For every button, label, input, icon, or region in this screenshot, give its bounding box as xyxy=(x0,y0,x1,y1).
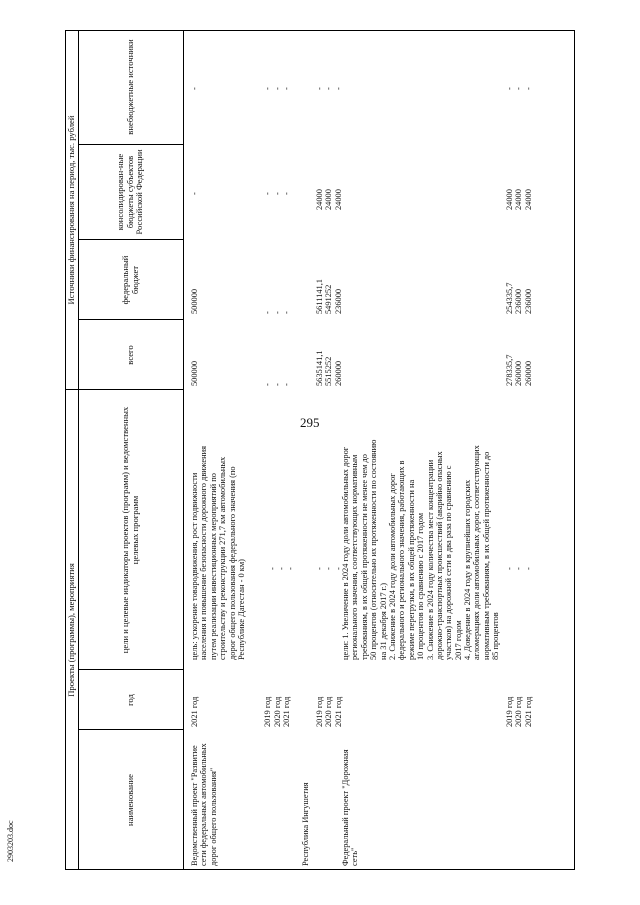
row2-federal-v: 5611141,1 xyxy=(315,279,324,314)
row1-name: Ведомственный проект "Развитие сети федеральных автомобильных дорог общего пользования" xyxy=(190,743,218,866)
row2-total xyxy=(315,350,343,386)
row3-goal-dash-v: - xyxy=(514,567,524,570)
row3-goal-line: агломерациях доли автомобильных дорог, соответствующих xyxy=(472,445,482,660)
row2-federal-v: 5491252 xyxy=(324,284,334,314)
row2-regional-v: 24000 xyxy=(333,189,343,210)
row2-year: 2021 год xyxy=(333,696,343,727)
row1-federal-v: 500000 xyxy=(190,288,199,314)
row1-year-2: 2020 год xyxy=(272,696,282,727)
row1-extra xyxy=(190,87,292,90)
row1-goal-line: строительству и реконструкции 271,7 км автомобильных xyxy=(218,456,228,660)
row3-goal-line: 3. Снижение в 2024 году количества мест концентрации xyxy=(425,459,435,660)
row2-year: 2020 год xyxy=(324,696,334,727)
row3-goal-line: федерального и регионального значения, работающих в xyxy=(397,460,407,660)
row2-regional xyxy=(315,189,343,210)
row2-regional-v: 24000 xyxy=(315,189,324,210)
row1-goal-line: путем реализации инвестиционных мероприятий по xyxy=(208,473,218,660)
row2-federal-v: 236000 xyxy=(333,288,343,314)
row2-goal xyxy=(315,567,343,570)
row1-extra-v: - xyxy=(263,87,273,90)
row2-total-v: 5515252 xyxy=(324,356,334,386)
row3-year: 2020 год xyxy=(514,696,524,727)
row2-goal-v: - xyxy=(324,567,334,570)
row1-federal-v: - xyxy=(263,311,273,314)
row1-year-0: 2021 год xyxy=(190,696,199,727)
row1-goal-line: населения и повышение безопасности дорожного движения xyxy=(199,446,209,660)
row1-goal-line: цель: ускорение товародвижения, рост подвижности xyxy=(190,472,199,660)
row1-total-v: - xyxy=(263,383,273,386)
header-extra: внебюджетные источники xyxy=(124,39,135,135)
row3-year: 2019 год xyxy=(505,696,514,727)
row3-goal-dash-v: - xyxy=(505,567,514,570)
row3-regional-v: 24000 xyxy=(523,189,533,210)
page-number: 295 xyxy=(300,415,320,430)
header-bottom-divider xyxy=(183,30,184,870)
row1-extra-v: - xyxy=(282,87,292,90)
header-federal: федеральный бюджет xyxy=(119,255,140,305)
row3-goal-line: 50 процентов (относительно их протяженности по состоянию xyxy=(369,439,379,660)
row3-extra xyxy=(505,87,533,90)
row3-name: Федеральный проект "Дорожная сеть" xyxy=(341,749,360,866)
row3-goal-line: дорожно-транспортных происшествий (аварийно опасных xyxy=(434,451,444,660)
row1-extra-v: - xyxy=(272,87,282,90)
row2-extra-v: - xyxy=(333,87,343,90)
row2-total-v: 260000 xyxy=(333,360,343,386)
row3-goal-line: 4. Доведение в 2024 году в крупнейших городских xyxy=(463,479,473,660)
row2-goal-v: - xyxy=(333,567,343,570)
row1-extra-v: - xyxy=(190,87,199,90)
col-divider-regional xyxy=(78,239,183,240)
row3-total-v: 260000 xyxy=(514,360,524,386)
row3-goal-line: цели: 1. Увеличение в 2024 году доли автомобильных дорог xyxy=(341,446,350,660)
header-year: год xyxy=(124,694,135,706)
row2-extra-v: - xyxy=(315,87,324,90)
row2-total-v: 5635141,1 xyxy=(315,350,324,386)
row3-goal-dash xyxy=(505,567,533,570)
row3-regional-v: 24000 xyxy=(505,189,514,210)
header-regional: консолидирован-ные бюджеты субъектов Российской Федерации xyxy=(115,149,145,235)
header-group-financing: Источники финансирования на период, тыс. рублей xyxy=(66,115,77,305)
row2-regional-v: 24000 xyxy=(324,189,334,210)
row3-goal-line: 10 процентов по сравнению с 2017 годом xyxy=(416,512,426,660)
row3-goal-line: 85 процентов xyxy=(491,612,501,660)
header-total: всего xyxy=(124,345,135,365)
row1-federal-v: - xyxy=(282,311,292,314)
row2-federal xyxy=(315,279,343,314)
row1-regional-v: - xyxy=(282,192,292,195)
row3-federal-v: 236000 xyxy=(514,288,524,314)
document-id: 2903203.doc xyxy=(6,820,15,862)
row3-goal-line: 2017 годом xyxy=(453,620,463,660)
row2-extra-v: - xyxy=(324,87,334,90)
row1-goal xyxy=(190,446,246,660)
row1-federal xyxy=(190,289,292,314)
row1-years xyxy=(190,697,292,727)
row3-year: 2021 год xyxy=(523,696,533,727)
row1-total-v: 500000 xyxy=(190,360,199,386)
row1-total-v: - xyxy=(272,383,282,386)
row3-extra-v: - xyxy=(523,87,533,90)
row2-extra xyxy=(315,87,343,90)
row3-total-v: 278335,7 xyxy=(505,354,514,386)
rotated-table xyxy=(65,30,575,870)
row2-year: 2019 год xyxy=(315,696,324,727)
row3-years xyxy=(505,697,533,727)
row1-year-1: 2019 год xyxy=(263,696,273,727)
row1-regional-v: - xyxy=(263,192,273,195)
row1-total-v: - xyxy=(282,383,292,386)
row1-federal-v: - xyxy=(272,311,282,314)
row2-goal-v: - xyxy=(315,567,324,570)
row3-extra-v: - xyxy=(505,87,514,90)
row3-goal-line: режиме перегрузки, в их общей протяженности на xyxy=(406,479,416,660)
row2-years xyxy=(315,697,343,727)
row1-total xyxy=(190,361,292,386)
row3-goal-line: на 31 декабря 2017 г.) xyxy=(378,582,388,660)
row1-year-3: 2021 год xyxy=(282,696,292,727)
row3-regional xyxy=(505,189,533,210)
row2-name: Республика Ингушетия xyxy=(301,782,310,866)
header-goals: цели и целевые индикаторы проектов (программ) и ведомственных целевых программ xyxy=(119,406,140,654)
row1-regional xyxy=(190,192,292,195)
row3-federal-v: 254335,7 xyxy=(505,282,514,314)
header-name: наименование xyxy=(124,774,135,826)
row1-goal-line: дорог общего пользования федерального значения (по xyxy=(227,466,237,660)
row3-goal-line: требованиям, в их общей протяженности не менее чем до xyxy=(359,454,369,660)
row3-federal-v: 236000 xyxy=(523,288,533,314)
row3-federal xyxy=(505,283,533,314)
row3-regional-v: 24000 xyxy=(514,189,524,210)
row3-total-v: 260000 xyxy=(523,360,533,386)
row3-goal-line: регионального значения, соответствующих нормативным xyxy=(350,454,360,660)
row3-extra-v: - xyxy=(514,87,524,90)
row1-regional-v: - xyxy=(272,192,282,195)
header-group-projects: Проекты (программы), мероприятия xyxy=(66,563,77,697)
row1-goal-dash: - xyxy=(268,567,277,570)
col-divider-extra xyxy=(78,144,183,145)
row3-goal-line: нормативным требованиям, в их общей протяженности до xyxy=(481,451,491,660)
row1-goal-line: Республике Дагестан - 0 км) xyxy=(236,559,246,660)
row1-regional-v: - xyxy=(190,192,199,195)
row3-total xyxy=(505,355,533,386)
row3-goal-dash-v: - xyxy=(523,567,533,570)
row3-goal-line: 2. Снижение в 2024 году доли автомобильных дорог xyxy=(387,473,397,660)
row1-goal-dash: - xyxy=(286,567,295,570)
row3-goal-line: участков) на дорожной сети в два раза по сравнению с xyxy=(444,465,454,660)
row3-goal xyxy=(341,440,501,660)
row1-goal-dash: - xyxy=(277,567,286,570)
